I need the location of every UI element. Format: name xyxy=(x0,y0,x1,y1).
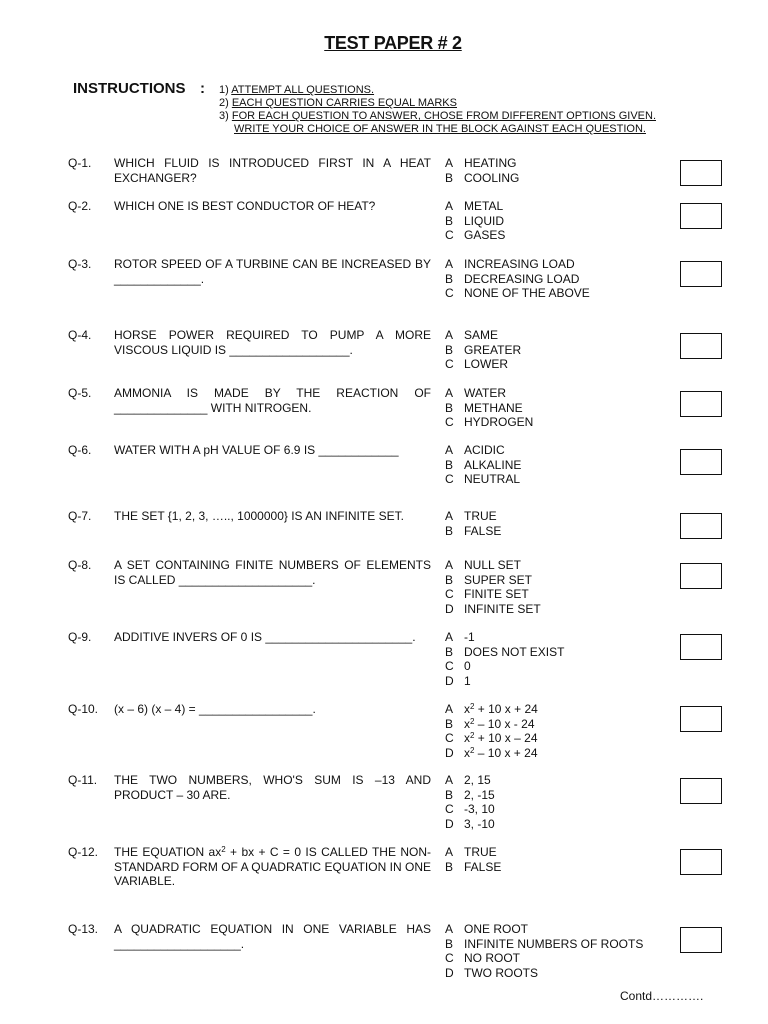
option-item xyxy=(445,674,675,689)
option-letter: B xyxy=(445,716,454,731)
options-list xyxy=(445,922,675,980)
question-number xyxy=(0,257,104,272)
question-number-text: Q-3. xyxy=(68,257,92,271)
option-item xyxy=(445,272,675,287)
options-list xyxy=(445,630,675,688)
option-letter: C xyxy=(445,587,454,602)
option-item xyxy=(445,802,675,817)
option-item xyxy=(445,922,675,937)
question-text: A QUADRATIC EQUATION IN ONE VARIABLE HAS ___________________. xyxy=(114,922,431,951)
option-text: 2, 15 xyxy=(464,773,491,787)
option-letter: B xyxy=(445,523,454,538)
question-number-text: Q-2. xyxy=(68,199,92,213)
option-item xyxy=(445,257,675,272)
instructions-colon: : xyxy=(200,80,205,97)
option-letter: A xyxy=(445,386,454,400)
option-item xyxy=(445,788,675,803)
option-letter: A xyxy=(445,443,454,457)
option-item xyxy=(445,630,675,645)
option-item xyxy=(445,951,675,966)
answer-box[interactable] xyxy=(680,706,722,732)
options-list xyxy=(445,509,675,538)
option-item xyxy=(445,817,675,832)
option-text: ONE ROOT xyxy=(464,922,529,936)
option-letter: A xyxy=(445,558,454,572)
option-letter: B xyxy=(445,400,454,415)
answer-box[interactable] xyxy=(680,449,722,475)
option-letter: B xyxy=(445,572,454,587)
option-text: -1 xyxy=(464,630,475,644)
option-letter: B xyxy=(445,271,454,286)
option-letter: B xyxy=(445,342,454,357)
option-text: $x^2 - 10$ x + 24 xyxy=(464,745,538,760)
option-letter: C xyxy=(445,415,454,430)
option-letter: C xyxy=(445,659,454,674)
question-text: ROTOR SPEED OF A TURBINE CAN BE INCREASED BY _____________. xyxy=(114,257,431,286)
options-list xyxy=(445,558,675,616)
option-text: SAME xyxy=(464,328,499,342)
option-letter: D xyxy=(445,601,454,616)
option-letter: A xyxy=(445,773,454,787)
question-number-text: Q-1. xyxy=(68,156,92,170)
question-text: THE TWO NUMBERS, WHO'S SUM IS –13 AND PRODUCT – 30 ARE. xyxy=(114,773,431,802)
option-text: NULL SET xyxy=(464,558,521,572)
question-number xyxy=(0,702,104,717)
option-item xyxy=(445,228,675,243)
question-number-text: Q-6. xyxy=(68,443,92,457)
option-item xyxy=(445,171,675,186)
options-list xyxy=(445,443,675,487)
options-list xyxy=(445,702,675,760)
question-number xyxy=(0,509,104,524)
option-text: 3, -10 xyxy=(464,816,495,831)
option-item xyxy=(445,746,675,761)
option-letter: B xyxy=(445,213,454,228)
question-text: AMMONIA IS MADE BY THE REACTION OF ______________ WITH NITROGEN. xyxy=(114,386,431,415)
option-item xyxy=(445,156,675,171)
option-letter: C xyxy=(445,357,454,372)
option-letter: D xyxy=(445,965,454,980)
option-text: NO ROOT xyxy=(464,951,520,966)
option-item xyxy=(445,443,675,458)
question-text: WHICH FLUID IS INTRODUCED FIRST IN A HEAT EXCHANGER? xyxy=(114,156,431,185)
answer-box[interactable] xyxy=(680,333,722,359)
question-text: (x – 6) (x – 4) = _________________. xyxy=(114,702,316,716)
option-letter: A xyxy=(445,257,454,271)
options-list xyxy=(445,156,675,185)
question-number xyxy=(0,845,104,860)
option-text: TWO ROOTS xyxy=(464,965,538,980)
option-letter: B xyxy=(445,457,454,472)
answer-box[interactable] xyxy=(680,261,722,287)
option-letter: D xyxy=(445,745,454,760)
option-item xyxy=(445,472,675,487)
option-letter: C xyxy=(445,472,454,487)
option-item xyxy=(445,860,675,875)
option-item xyxy=(445,509,675,524)
option-item xyxy=(445,558,675,573)
question-text: HORSE POWER REQUIRED TO PUMP A MORE VISCOUS LIQUID IS __________________. xyxy=(114,328,431,357)
option-item xyxy=(445,773,675,788)
answer-box[interactable] xyxy=(680,634,722,660)
option-letter: A xyxy=(445,702,454,716)
option-item xyxy=(445,286,675,301)
answer-box[interactable] xyxy=(680,778,722,804)
option-letter: C xyxy=(445,286,454,301)
option-text: 1 xyxy=(464,673,471,688)
question-number xyxy=(0,558,104,573)
option-letter: C xyxy=(445,731,454,746)
option-text: 2, -15 xyxy=(464,787,495,802)
option-letter: A xyxy=(445,156,454,170)
option-text: INCREASING LOAD xyxy=(464,257,575,271)
option-text: INFINITE NUMBERS OF ROOTS xyxy=(464,936,644,951)
question-number xyxy=(0,386,104,401)
option-text: TRUE xyxy=(464,845,497,859)
option-letter: B xyxy=(445,936,454,951)
option-text: COOLING xyxy=(464,170,520,185)
question-number-text: Q-5. xyxy=(68,386,92,400)
option-letter: A xyxy=(445,922,454,936)
option-text: HYDROGEN xyxy=(464,415,534,430)
option-text: LIQUID xyxy=(464,213,505,228)
option-letter: B xyxy=(445,787,454,802)
option-item xyxy=(445,602,675,617)
options-list xyxy=(445,328,675,372)
answer-box[interactable] xyxy=(680,927,722,953)
option-text: METAL xyxy=(464,199,504,213)
option-letter: A xyxy=(445,509,454,523)
option-letter: D xyxy=(445,673,454,688)
option-item xyxy=(445,357,675,372)
options-list xyxy=(445,257,675,301)
option-letter: C xyxy=(445,228,454,243)
question-text: A SET CONTAINING FINITE NUMBERS OF ELEMENTS IS CALLED ____________________. xyxy=(114,558,431,587)
options-list xyxy=(445,845,675,874)
option-text: $x^2 - 10$ x - 24 xyxy=(464,716,535,731)
answer-box[interactable] xyxy=(680,391,722,417)
option-item xyxy=(445,401,675,416)
option-text: FALSE xyxy=(464,859,502,874)
question-number-text: Q-4. xyxy=(68,328,92,342)
question-number-text: Q-9. xyxy=(68,630,92,644)
question-number xyxy=(0,773,104,788)
option-text: TRUE xyxy=(464,509,497,523)
options-list xyxy=(445,773,675,831)
answer-box[interactable] xyxy=(680,203,722,229)
option-item xyxy=(445,845,675,860)
option-letter: A xyxy=(445,630,454,644)
option-text: SUPER SET xyxy=(464,572,533,587)
option-text: METHANE xyxy=(464,400,523,415)
instructions-label: INSTRUCTIONS xyxy=(73,80,186,97)
option-text: $x^2 + 10$ x + 24 xyxy=(464,702,538,716)
option-text: ALKALINE xyxy=(464,457,522,472)
answer-box[interactable] xyxy=(680,513,722,539)
option-letter: C xyxy=(445,951,454,966)
question-number-text: Q-13. xyxy=(68,922,99,936)
option-text: NONE OF THE ABOVE xyxy=(464,286,590,301)
question-number-text: Q-12. xyxy=(68,845,99,859)
option-item xyxy=(445,731,675,746)
question-text: THE SET {1, 2, 3, ….., 1000000} IS AN INFINITE SET. xyxy=(114,509,404,523)
option-text: ACIDIC xyxy=(464,443,505,457)
question-number xyxy=(0,443,104,458)
answer-box[interactable] xyxy=(680,160,722,186)
instruction-item: WRITE YOUR CHOICE OF ANSWER IN THE BLOCK AGAINST EACH QUESTION. xyxy=(234,123,646,135)
question-number xyxy=(0,199,104,214)
question-text: WHICH ONE IS BEST CONDUCTOR OF HEAT? xyxy=(114,199,376,213)
question-text: THE EQUATION $ax^2$ + bx + C = 0 IS CALLED THE NON-STANDARD FORM OF A QUADRATIC EQUATION IN ONE VARIABLE. xyxy=(114,845,431,889)
option-item xyxy=(445,659,675,674)
option-text: WATER xyxy=(464,386,506,400)
answer-box[interactable] xyxy=(680,563,722,589)
question-number xyxy=(0,328,104,343)
question-text: WATER WITH A pH VALUE OF 6.9 IS ____________ xyxy=(114,443,399,457)
option-item xyxy=(445,573,675,588)
option-item xyxy=(445,458,675,473)
option-text: NEUTRAL xyxy=(464,472,521,487)
option-item xyxy=(445,937,675,952)
option-text: 0 xyxy=(464,659,471,674)
option-letter: A xyxy=(445,328,454,342)
question-text: ADDITIVE INVERS OF 0 IS ______________________. xyxy=(114,630,416,644)
option-item xyxy=(445,966,675,981)
question-number xyxy=(0,630,104,645)
option-text: -3, 10 xyxy=(464,802,495,817)
option-text: GASES xyxy=(464,228,506,243)
option-item xyxy=(445,343,675,358)
option-text: INFINITE SET xyxy=(464,601,541,616)
option-letter: A xyxy=(445,845,454,859)
instruction-item: 1) ATTEMPT ALL QUESTIONS. xyxy=(219,84,375,96)
question-number-text: Q-10. xyxy=(68,702,99,716)
option-letter: A xyxy=(445,199,454,213)
option-text: HEATING xyxy=(464,156,517,170)
option-item xyxy=(445,717,675,732)
option-item xyxy=(445,199,675,214)
instruction-item: 3) FOR EACH QUESTION TO ANSWER, CHOSE FROM DIFFERENT OPTIONS GIVEN. xyxy=(219,110,656,122)
option-item xyxy=(445,702,675,717)
question-number-text: Q-8. xyxy=(68,558,92,572)
page-title: TEST PAPER # 2 xyxy=(324,33,462,53)
option-item xyxy=(445,587,675,602)
instruction-item: 2) EACH QUESTION CARRIES EQUAL MARKS xyxy=(219,97,457,109)
option-item xyxy=(445,386,675,401)
question-number xyxy=(0,922,104,937)
option-item xyxy=(445,415,675,430)
option-letter: B xyxy=(445,859,454,874)
option-letter: C xyxy=(445,802,454,817)
option-text: GREATER xyxy=(464,342,522,357)
option-text: DOES NOT EXIST xyxy=(464,644,565,659)
continued-note: Contd…………. xyxy=(620,989,704,1003)
option-text: FINITE SET xyxy=(464,587,529,602)
question-number xyxy=(0,156,104,171)
question-number-text: Q-11. xyxy=(68,773,98,787)
option-item xyxy=(445,524,675,539)
option-letter: B xyxy=(445,644,454,659)
options-list xyxy=(445,199,675,243)
option-item xyxy=(445,214,675,229)
option-text: LOWER xyxy=(464,357,509,372)
answer-box[interactable] xyxy=(680,849,722,875)
option-letter: D xyxy=(445,816,454,831)
question-number-text: Q-7. xyxy=(68,509,92,523)
option-text: FALSE xyxy=(464,523,502,538)
option-text: $x^2 + 10$ x – 24 xyxy=(464,731,538,746)
option-item xyxy=(445,645,675,660)
option-item xyxy=(445,328,675,343)
option-text: DECREASING LOAD xyxy=(464,271,580,286)
option-letter: B xyxy=(445,170,454,185)
options-list xyxy=(445,386,675,430)
